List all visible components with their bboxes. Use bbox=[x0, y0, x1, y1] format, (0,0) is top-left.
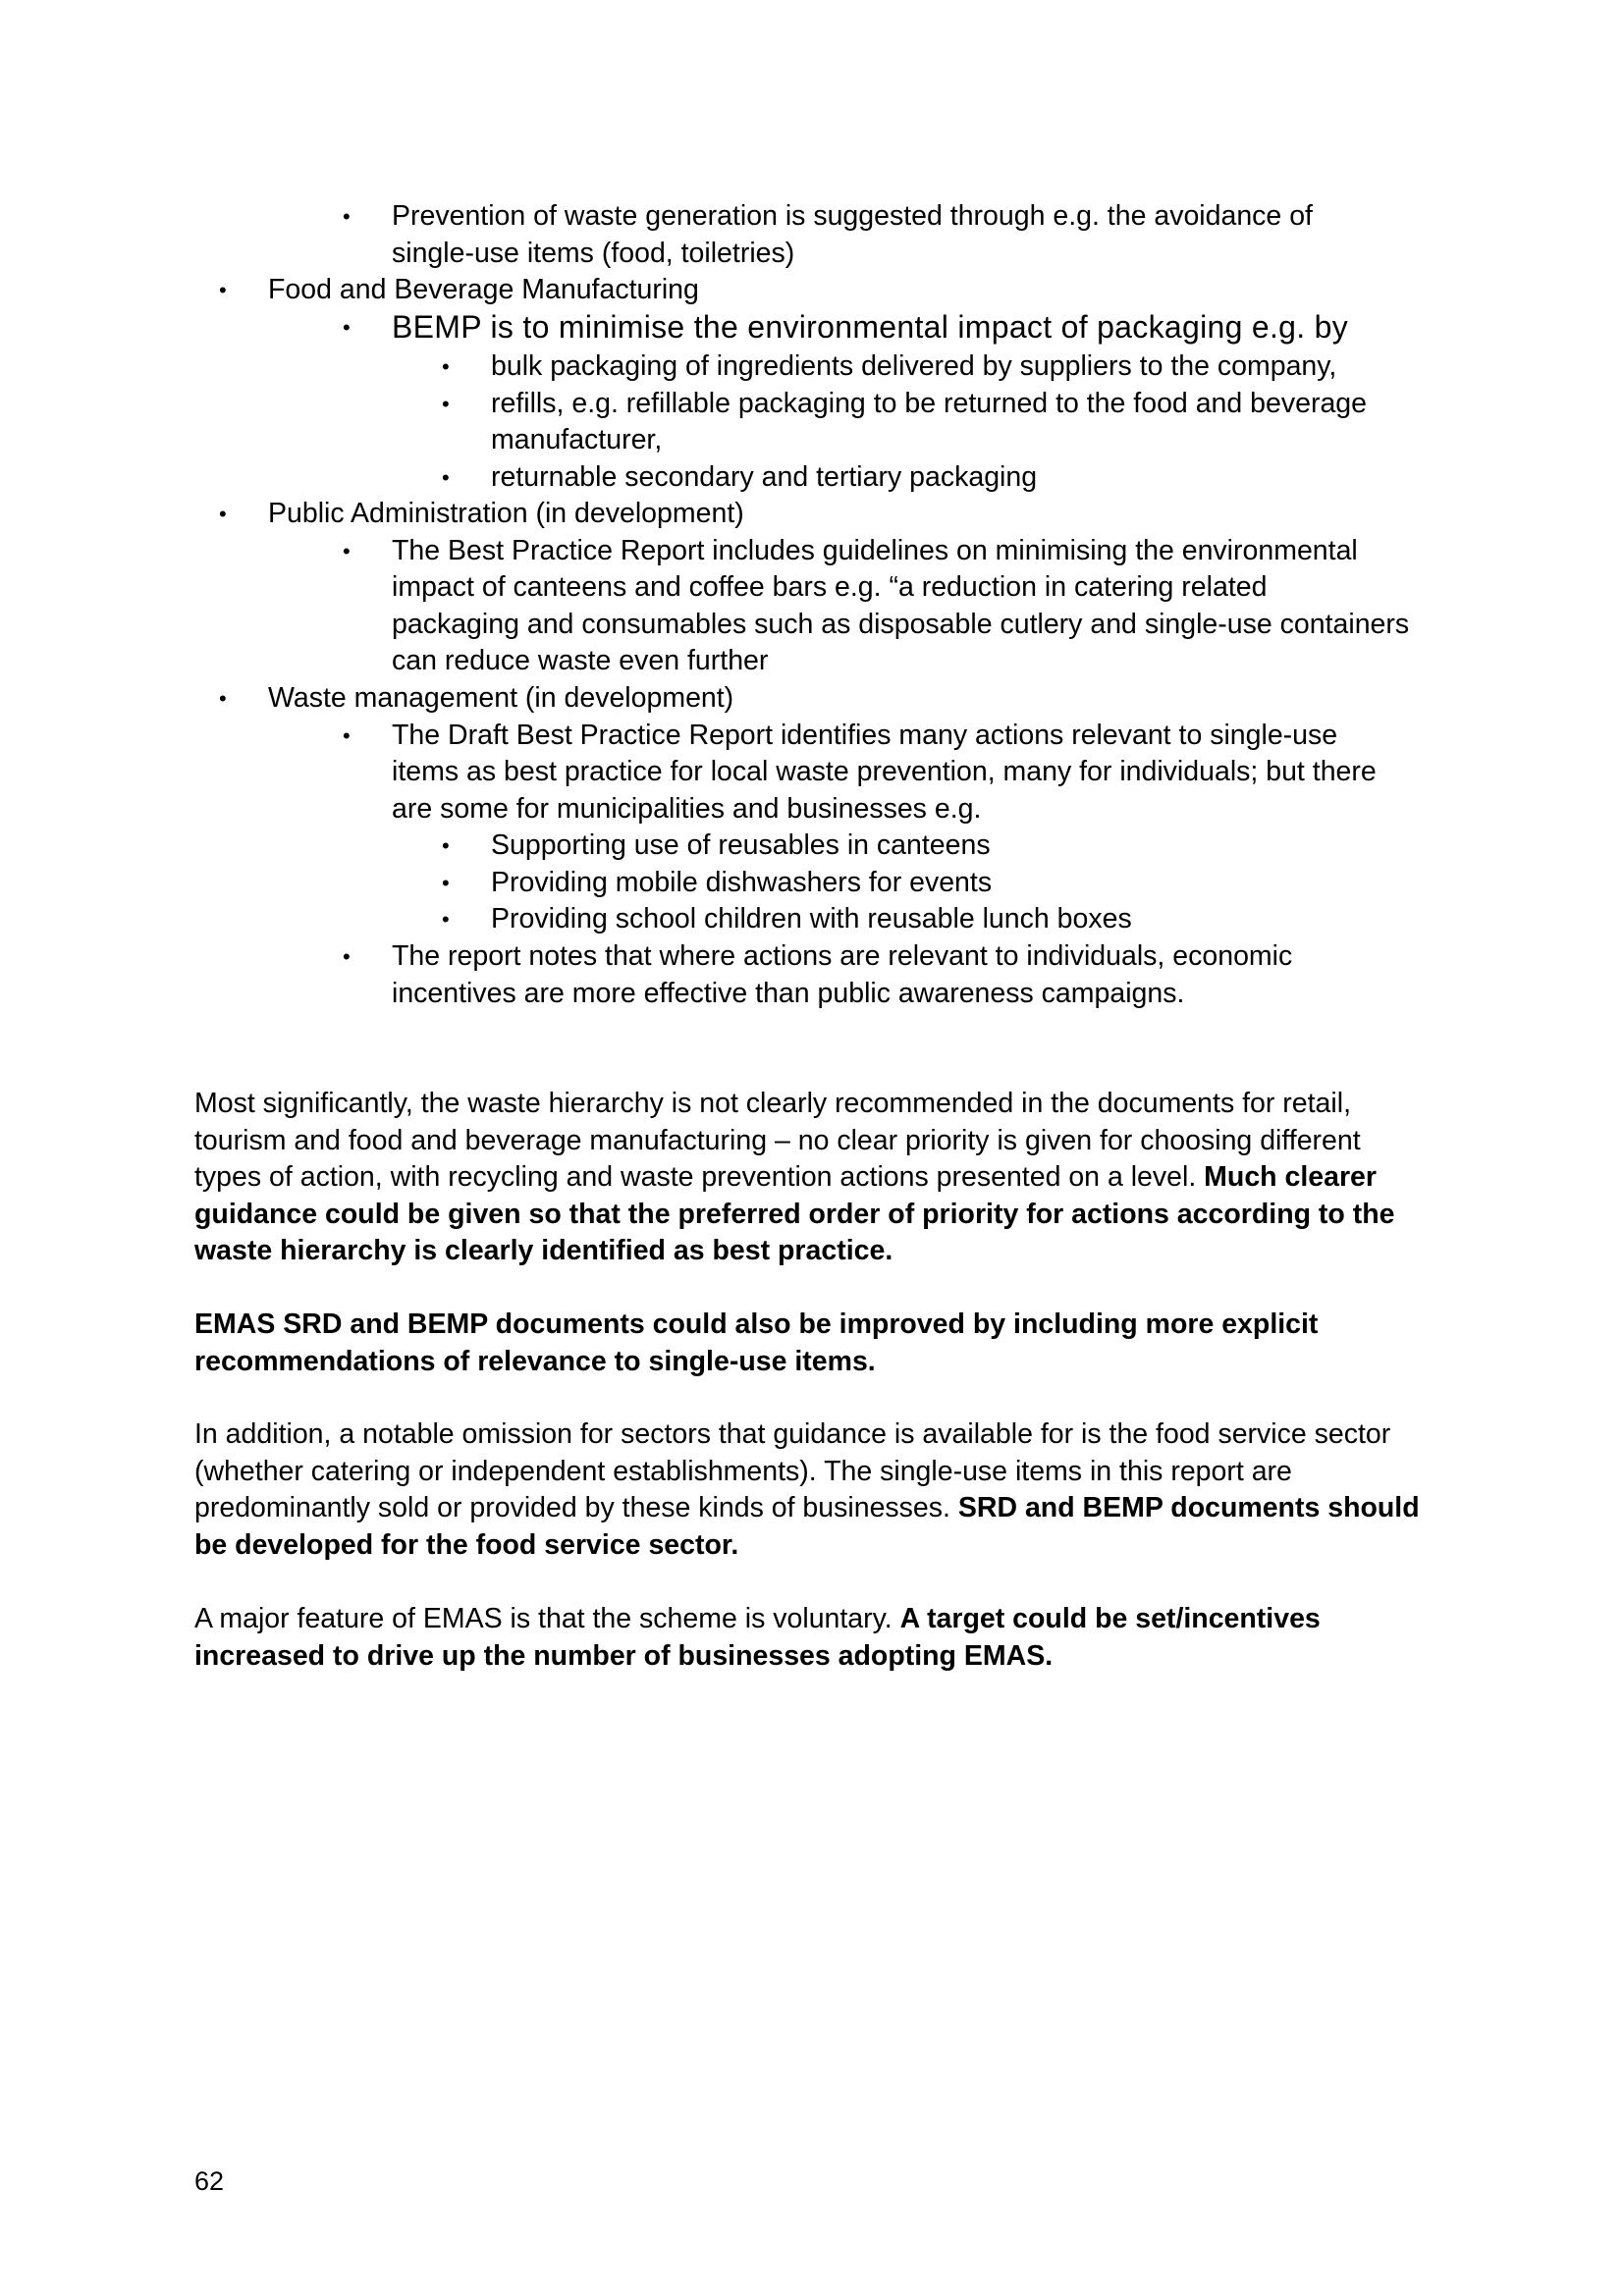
list-item-lunch-boxes bbox=[442, 901, 1132, 938]
list-item-text: single-use items (food, toiletries) bbox=[392, 238, 795, 269]
paragraph-line: In addition, a notable omission for sectors that guidance is available for is the food service sector bbox=[194, 1418, 1391, 1450]
list-item-text: Public Administration (in development) bbox=[268, 498, 744, 529]
bullet-icon: • bbox=[343, 315, 351, 340]
list-item-draft-report bbox=[343, 718, 1338, 755]
paragraph-line bbox=[194, 1307, 1412, 1344]
list-item-prevention bbox=[343, 198, 1313, 236]
paragraph-line: tourism and food and beverage manufacturing – no clear priority is given for choosing different bbox=[194, 1124, 1361, 1156]
paragraph-line bbox=[194, 1527, 1412, 1565]
bullet-icon: • bbox=[219, 502, 227, 526]
list-item-text: Providing school children with reusable lunch boxes bbox=[491, 903, 1132, 934]
list-item-text: Providing mobile dishwashers for events bbox=[491, 867, 993, 898]
bullet-icon: • bbox=[343, 539, 351, 563]
bullet-icon: • bbox=[442, 392, 450, 416]
list-item-continuation bbox=[392, 607, 1409, 644]
list-item-continuation bbox=[392, 236, 794, 273]
list-item-text: items as best practice for local waste prevention, many for individuals; but there bbox=[392, 756, 1377, 787]
paragraph-voluntary-scheme bbox=[194, 1601, 1412, 1675]
list-item-text: are some for municipalities and businesses e.g. bbox=[392, 793, 982, 825]
list-item-refills bbox=[442, 386, 1368, 423]
page-number: 62 bbox=[194, 2166, 225, 2196]
list-item-reusables-canteens bbox=[442, 828, 991, 865]
list-item-text: impact of canteens and coffee bars e.g. “a reduction in catering related bbox=[392, 571, 1268, 603]
paragraph-line bbox=[194, 1490, 1420, 1527]
paragraph-emphasis: increased to drive up the number of businesses adopting EMAS. bbox=[194, 1639, 1054, 1672]
paragraph-line bbox=[194, 1159, 1412, 1197]
list-item-text: The report notes that where actions are relevant to individuals, economic bbox=[392, 940, 1293, 972]
paragraph-emphasis: be developed for the food service sector. bbox=[194, 1528, 739, 1561]
bullet-icon: • bbox=[343, 204, 351, 229]
paragraph-line bbox=[194, 1344, 1412, 1381]
bullet-icon: • bbox=[219, 278, 227, 302]
list-item-continuation bbox=[392, 643, 768, 680]
paragraph-text: A major feature of EMAS is that the scheme is voluntary. bbox=[194, 1603, 900, 1634]
paragraph-line bbox=[194, 1197, 1412, 1234]
paragraph-emphasis: Much clearer bbox=[1204, 1161, 1378, 1193]
list-item-text: manufacturer, bbox=[491, 424, 663, 455]
bullet-icon: • bbox=[442, 907, 450, 932]
list-item-continuation bbox=[392, 791, 981, 828]
bullet-icon: • bbox=[219, 686, 227, 711]
paragraph-emphasis: A target could be set/incentives bbox=[899, 1603, 1321, 1634]
paragraph-emphasis: guidance could be given so that the preferred order of priority for actions according to the bbox=[194, 1198, 1395, 1230]
paragraph-emphasis: SRD and BEMP documents should bbox=[957, 1492, 1420, 1523]
bullet-icon: • bbox=[442, 465, 450, 490]
list-item-waste-management bbox=[219, 680, 734, 718]
list-item-text: Food and Beverage Manufacturing bbox=[268, 274, 699, 305]
paragraph-line bbox=[194, 1638, 1412, 1676]
list-item-text: BEMP is to minimise the environmental impact of packaging e.g. by bbox=[392, 309, 1349, 345]
bullet-icon: • bbox=[343, 944, 351, 969]
paragraph-waste-hierarchy bbox=[194, 1086, 1412, 1270]
list-item-returnable bbox=[442, 459, 1038, 497]
list-item-text: returnable secondary and tertiary packaging bbox=[491, 461, 1038, 493]
list-item-public-admin bbox=[219, 496, 744, 533]
list-item-bulk-packaging bbox=[442, 348, 1337, 386]
list-item-continuation bbox=[392, 976, 1184, 1013]
bullet-icon: • bbox=[442, 354, 450, 379]
paragraph-emphasis: waste hierarchy is clearly identified as best practice. bbox=[194, 1235, 893, 1266]
paragraph-emas-improvement bbox=[194, 1307, 1412, 1380]
bullet-icon: • bbox=[343, 723, 351, 748]
paragraph-food-service bbox=[194, 1416, 1420, 1564]
paragraph-text: types of action, with recycling and waste prevention actions presented on a level. bbox=[194, 1161, 1205, 1193]
list-item-text: Supporting use of reusables in canteens bbox=[491, 829, 991, 861]
list-item-text: Prevention of waste generation is suggested through e.g. the avoidance of bbox=[392, 200, 1313, 232]
list-item-text: can reduce waste even further bbox=[392, 645, 769, 676]
list-item-continuation bbox=[392, 754, 1377, 791]
list-item-report-notes bbox=[343, 938, 1293, 976]
paragraph-emphasis: recommendations of relevance to single-use items. bbox=[194, 1345, 876, 1377]
list-item-mobile-dishwashers bbox=[442, 865, 993, 902]
list-item-text: The Draft Best Practice Report identifies many actions relevant to single-use bbox=[392, 720, 1338, 751]
list-item-food-beverage bbox=[219, 272, 699, 309]
paragraph-line: Most significantly, the waste hierarchy is not clearly recommended in the documents for retail, bbox=[194, 1088, 1351, 1119]
list-item-text: bulk packaging of ingredients delivered by suppliers to the company, bbox=[491, 350, 1337, 382]
list-item-text: The Best Practice Report includes guidelines on minimising the environmental bbox=[392, 535, 1358, 566]
list-item-best-practice-report bbox=[343, 533, 1358, 570]
list-item-bemp-packaging bbox=[343, 309, 1349, 348]
paragraph-line: (whether catering or independent establishments). The single-use items in this report are bbox=[194, 1455, 1292, 1487]
paragraph-line bbox=[194, 1233, 1412, 1270]
paragraph-line bbox=[194, 1601, 1412, 1638]
list-item-text: refills, e.g. refillable packaging to be returned to the food and beverage bbox=[491, 388, 1368, 419]
list-item-text: packaging and consumables such as disposable cutlery and single-use containers bbox=[392, 609, 1410, 640]
bullet-icon: • bbox=[442, 871, 450, 895]
bullet-icon: • bbox=[442, 833, 450, 858]
list-item-continuation bbox=[491, 422, 662, 459]
list-item-text: incentives are more effective than public awareness campaigns. bbox=[392, 978, 1185, 1009]
paragraph-emphasis: EMAS SRD and BEMP documents could also be improved by including more explicit bbox=[194, 1308, 1319, 1340]
list-item-continuation bbox=[392, 569, 1267, 607]
list-item-text: Waste management (in development) bbox=[268, 682, 734, 714]
paragraph-text: predominantly sold or provided by these kinds of businesses. bbox=[194, 1492, 958, 1523]
